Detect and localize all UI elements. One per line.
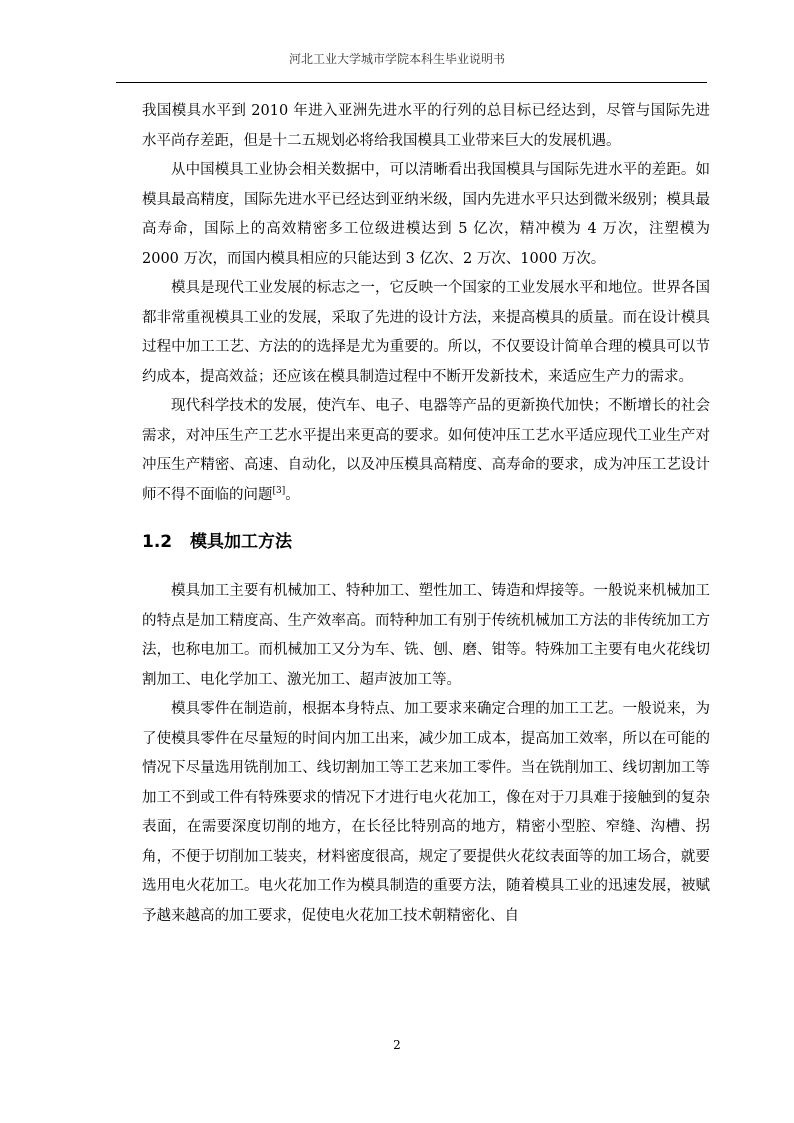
citation-reference: [3] [272,485,286,496]
section-title: 模具加工方法 [190,532,292,552]
paragraph-with-citation [142,392,710,510]
paragraph-text: 现代科学技术的发展，使汽车、电子、电器等产品的更新换代加快；不断增长的社会需求，对冲压生产工艺水平提出来更高的要求。如何使冲压工艺水平适应现代工业生产对冲压生产精密、高速、自动化，以及冲压模具高精度、高寿命的要求，成为冲压工艺设计师不得不面临的问题 [142,398,710,503]
section-number: 1.2 [142,532,173,552]
paragraph-end: 。 [285,486,300,503]
page-number: 2 [393,1038,401,1052]
paragraph: 模具零件在制造前，根据本身特点、加工要求来确定合理的加工工艺。一般说来，为了使模具零件在尽量短的时间内加工出来，减少加工成本，提高加工效率，所以在可能的情况下尽量选用铣削加工、线切割加工等工艺来加工零件。当在铣削加工、线切割加工等加工不到或工件有特殊要求的情况下才进行电火花加工，像在对于刀具难于接触到的复杂表面，在需要深度切削的地方，在长径比特别高的地方，精密小型腔、窄缝、沟槽、拐角，不便于切削加工装夹，材料密度很高，规定了要提供火花纹表面等的加工场合，就要选用电火花加工。电火花加工作为模具制造的重要方法，随着模具工业的迅速发展，被赋予越来越高的加工要求，促使电火花加工技术朝精密化、自 [142,701,710,924]
paragraph: 模具加工主要有机械加工、特种加工、塑性加工、铸造和焊接等。一般说来机械加工的特点是加工精度高、生产效率高。而特种加工有别于传统机械加工方法的非传统加工方法，也称电加工。而机械加工又分为车、铣、刨、磨、钳等。特殊加工主要有电火花线切割加工、电化学加工、激光加工、超声波加工等。 [142,583,710,688]
page-header: 河北工业大学城市学院本科生毕业说明书 [288,52,505,66]
header-divider [116,82,707,83]
paragraph: 从中国模具工业协会相关数据中，可以清晰看出我国模具与国际先进水平的差距。如模具最高精度，国际先进水平已经达到亚纳米级，国内先进水平只达到微米级别；模具最高寿命，国际上的高效精密多工位级进模达到 5 亿次，精冲模为 4 万次，注塑模为 2000 万次，而国内模具相应的只能达到 3 亿次、2 万次、1000 万次。 [142,162,710,267]
paragraph: 模具是现代工业发展的标志之一，它反映一个国家的工业发展水平和地位。世界各国都非常重视模具工业的发展，采取了先进的设计方法，来提高模具的质量。而在设计模具过程中加工工艺、方法的的选择是尤为重要的。所以，不仅要设计简单合理的模具可以节约成本，提高效益；还应该在模具制造过程中不断开发新技术，来适应生产力的需求。 [142,280,710,385]
document-body [142,97,710,931]
section-heading [142,531,710,553]
paragraph-continuation: 我国模具水平到 2010 年进入亚洲先进水平的行列的总目标已经达到，尽管与国际先进水平尚存差距，但是十二五规划必将给我国模具工业带来巨大的发展机遇。 [142,103,710,149]
